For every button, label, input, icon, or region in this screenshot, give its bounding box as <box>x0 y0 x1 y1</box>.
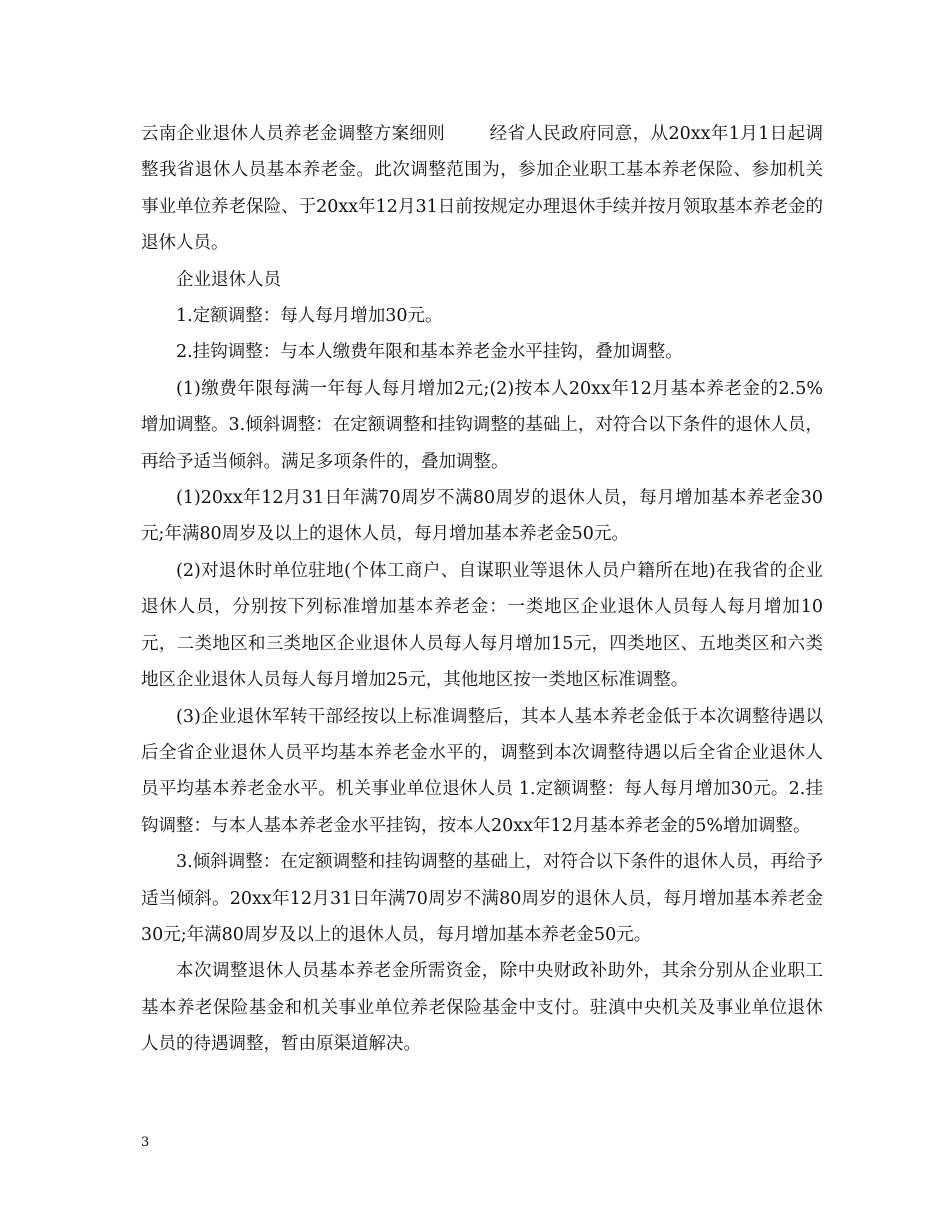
paragraph-contribution-years: (1)缴费年限每满一年每人每月增加2元;(2)按本人20xx年12月基本养老金的2.5%增加调整。3.倾斜调整：在定额调整和挂钩调整的基础上，对符合以下条件的退休人员，再给予适当倾斜。满足多项条件的，叠加调整。 <box>141 378 823 472</box>
paragraph-military-cadres: (3)企业退休军转干部经按以上标准调整后，其本人基本养老金低于本次调整待遇以后全省企业退休人员平均基本养老金水平的，调整到本次调整待遇以后全省企业退休人员平均基本养老金水平。机关事业单位退休人员 1.定额调整：每人每月增加30元。2.挂钩调整：与本人基本养老金水平挂钩，按本人20xx年12月基本养老金的5%增加调整。 <box>141 706 823 836</box>
intro-text: 经省人民政府同意，从20xx年1月1日起调整我省退休人员基本养老金。此次调整范围为，参加企业职工基本养老保险、参加机关事业单位养老保险、于20xx年12月31日前按规定办理退休手续并按月领取基本养老金的退休人员。 <box>141 124 824 254</box>
paragraph-tilt-adjustment: 3.倾斜调整：在定额调整和挂钩调整的基础上，对符合以下条件的退休人员，再给予适当倾斜。20xx年12月31日年满70周岁不满80周岁的退休人员，每月增加基本养老金30元;年满80周岁及以上的退休人员，每月增加基本养老金50元。 <box>141 852 823 945</box>
section-heading-enterprise: 企业退休人员 <box>176 269 281 290</box>
opening-paragraph <box>141 116 823 262</box>
document-body <box>141 116 823 1063</box>
paragraph-region-condition: (2)对退休时单位驻地(个体工商户、自谋职业等退休人员户籍所在地)在我省的企业退休人员，分别按下列标准增加基本养老金：一类地区企业退休人员每人每月增加10元，二类地区和三类地区企业退休人员每人每月增加15元，四类地区、五地类区和六类地区企业退休人员每人每月增加25元，其他地区按一类地区标准调整。 <box>141 560 823 691</box>
paragraph-fixed-adjustment: 1.定额调整：每人每月增加30元。 <box>176 306 443 327</box>
document-title: 云南企业退休人员养老金调整方案细则 <box>141 124 446 144</box>
paragraph-linked-adjustment: 2.挂钩调整：与本人缴费年限和基本养老金水平挂钩，叠加调整。 <box>176 342 683 363</box>
paragraph-age-condition: (1)20xx年12月31日年满70周岁不满80周岁的退休人员，每月增加基本养老金30元;年满80周岁及以上的退休人员，每月增加基本养老金50元。 <box>141 488 823 545</box>
paragraph-funding: 本次调整退休人员基本养老金所需资金，除中央财政补助外，其余分别从企业职工基本养老保险基金和机关事业单位养老保险基金中支付。驻滇中央机关及事业单位退休人员的待遇调整，暂由原渠道解决。 <box>141 961 823 1055</box>
page-number: 3 <box>141 1135 150 1150</box>
